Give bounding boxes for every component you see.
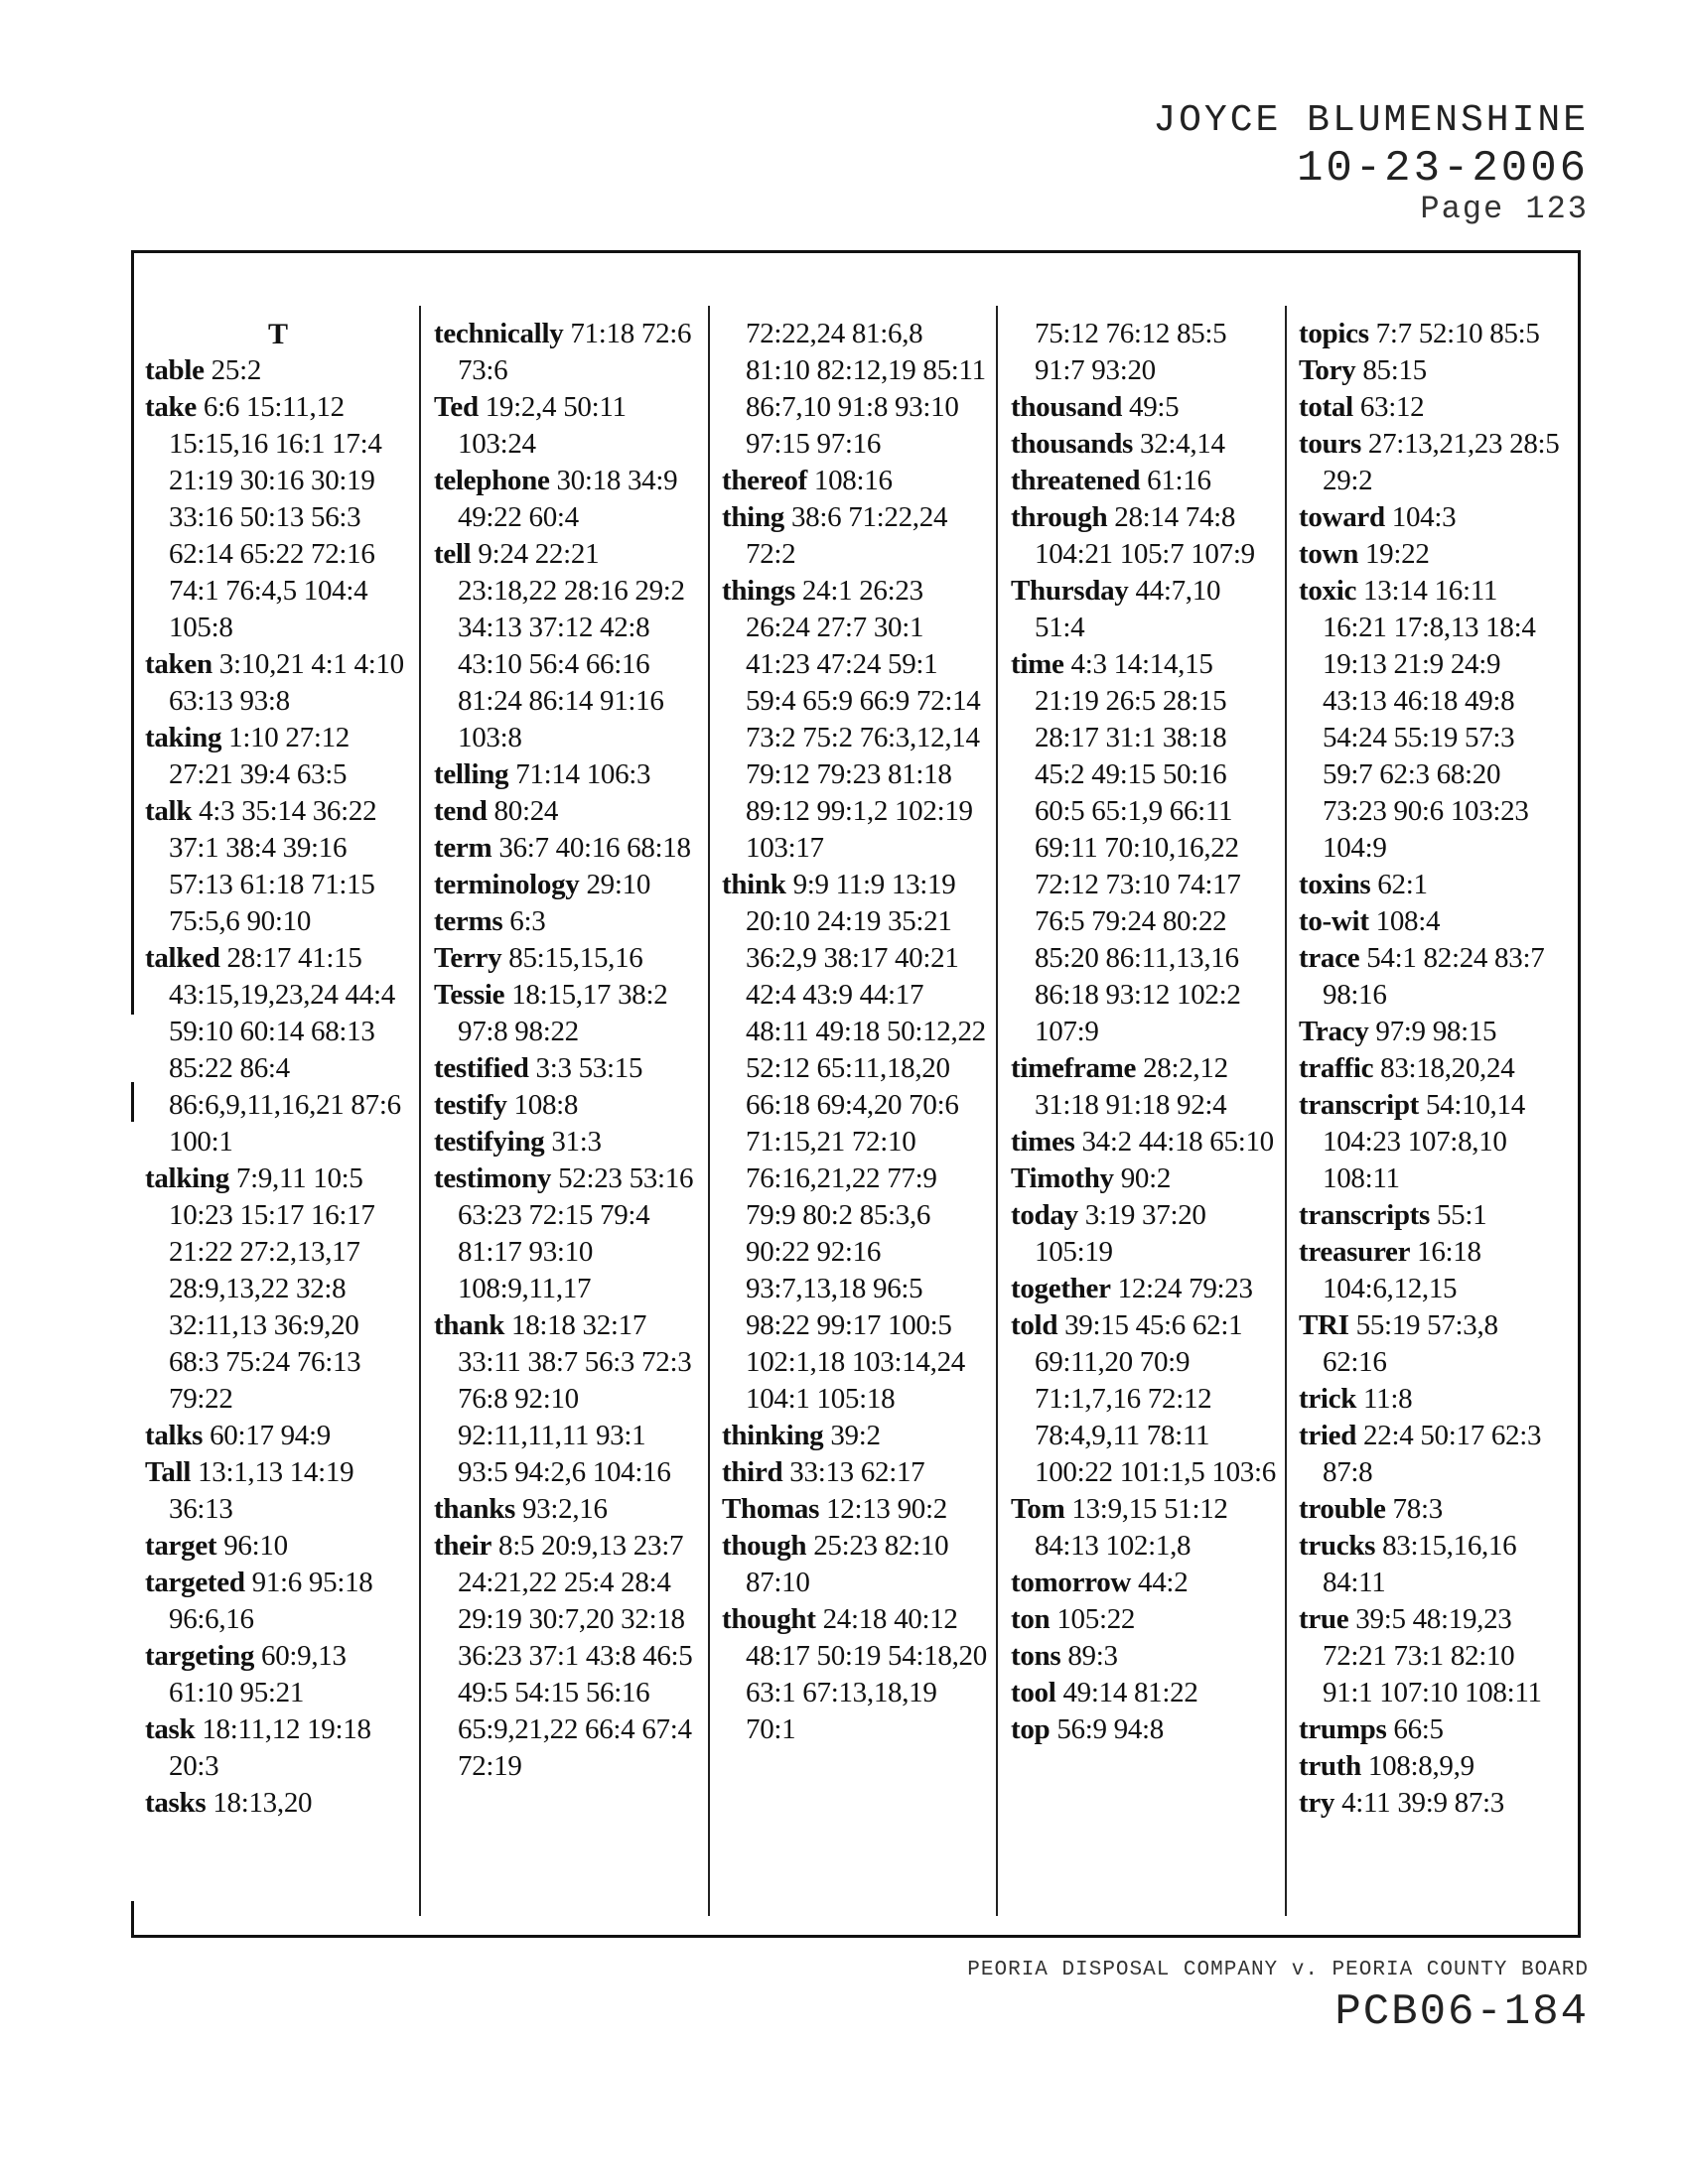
index-term: thought [722, 1603, 816, 1635]
index-term: Ted [434, 391, 479, 423]
index-entry [145, 793, 411, 940]
page-line-refs: 4:3 14:14,15 21:19 26:5 28:15 28:17 31:1 38:18 45:2 49:15 50:16 60:5 65:1,9 66:11 69:11 70:10,16,22 72:12 73:10 74:17 76:5 79:24 80:22 85:20 86:11,13,16 86:18 93:12 102:2 107:9 [1035, 648, 1241, 1047]
index-term: testify [434, 1089, 507, 1121]
index-entry [145, 1565, 411, 1638]
page-line-refs: 36:7 40:16 68:18 [498, 832, 691, 864]
index-entry [434, 316, 700, 389]
index-term: Terry [434, 942, 502, 974]
deposition-date: 10-23-2006 [1296, 144, 1589, 194]
page-line-refs: 18:15,17 38:2 97:8 98:22 [458, 979, 668, 1047]
index-entry [1011, 1675, 1277, 1711]
index-entry [1011, 1197, 1277, 1271]
page-line-refs: 54:10,14 104:23 107:8,10 108:11 [1323, 1089, 1525, 1194]
index-entry [1299, 1050, 1565, 1087]
index-term: thereof [722, 465, 807, 496]
case-caption: PEORIA DISPOSAL COMPANY v. PEORIA COUNTY BOARD [967, 1959, 1589, 1981]
page-line-refs: 39:2 [830, 1420, 881, 1451]
index-entry [434, 1491, 700, 1528]
page-line-refs: 3:19 37:20 105:19 [1035, 1199, 1206, 1268]
index-entry [1011, 1711, 1277, 1748]
index-term: Tracy [1299, 1016, 1369, 1047]
index-entry [1011, 646, 1277, 1050]
index-entry [434, 463, 700, 536]
index-term: trucks [1299, 1530, 1376, 1562]
column-divider [419, 306, 421, 1916]
page-line-refs: 93:2,16 [521, 1493, 608, 1525]
page-line-refs: 60:17 94:9 [210, 1420, 331, 1451]
index-column-3 [722, 316, 988, 1748]
page-line-refs: 75:12 76:12 85:5 91:7 93:20 [1035, 318, 1227, 386]
index-term: treasurer [1299, 1236, 1411, 1268]
page-line-refs: 31:3 [551, 1126, 602, 1158]
index-entry [1299, 316, 1565, 352]
page-line-refs: 16:18 104:6,12,15 [1323, 1236, 1481, 1304]
index-entry [434, 1124, 700, 1160]
page-line-refs: 63:12 [1359, 391, 1425, 423]
index-term: town [1299, 538, 1359, 570]
index-term: transcript [1299, 1089, 1420, 1121]
index-entry [1299, 1601, 1565, 1711]
index-term: talk [145, 795, 193, 827]
index-entry [434, 940, 700, 977]
index-entry [1011, 1491, 1277, 1565]
index-term: Thursday [1011, 575, 1129, 607]
page-line-refs: 71:14 106:3 [515, 758, 651, 790]
index-term: talks [145, 1420, 204, 1451]
index-term: table [145, 354, 205, 386]
index-term: third [722, 1456, 783, 1488]
page-line-refs: 19:2,4 50:11 103:24 [458, 391, 627, 460]
index-entry [1011, 1271, 1277, 1307]
index-entry [1299, 903, 1565, 940]
page-line-refs: 11:8 [1363, 1383, 1413, 1415]
index-term: times [1011, 1126, 1075, 1158]
index-entry [1299, 940, 1565, 1014]
index-term: toxins [1299, 869, 1371, 900]
column-divider [708, 306, 710, 1916]
index-term: true [1299, 1603, 1349, 1635]
page-line-refs: 38:6 71:22,24 72:2 [746, 501, 948, 570]
index-entry [1299, 1491, 1565, 1528]
page-line-refs: 66:5 [1393, 1713, 1444, 1745]
page-line-refs: 27:13,21,23 28:5 29:2 [1323, 428, 1560, 496]
page-line-refs: 85:15 [1362, 354, 1427, 386]
index-term: ton [1011, 1603, 1051, 1635]
page-line-refs: 72:22,24 81:6,8 81:10 82:12,19 85:11 86:7,10 91:8 93:10 97:15 97:16 [746, 318, 986, 460]
page-line-refs: 18:13,20 [212, 1787, 313, 1819]
page-line-refs: 13:14 16:11 16:21 17:8,13 18:4 19:13 21:9 24:9 43:13 46:18 49:8 54:24 55:19 57:3 59:7 62:3 68:20 73:23 90:6 103:23 104:9 [1323, 575, 1536, 864]
page-line-refs: 9:24 22:21 23:18,22 28:16 29:2 34:13 37:12 42:8 43:10 56:4 66:16 81:24 86:14 91:16 103:8 [458, 538, 685, 753]
page-line-refs: 13:9,15 51:12 84:13 102:1,8 [1035, 1493, 1228, 1562]
page-number: Page 123 [1420, 191, 1589, 227]
page-line-refs: 39:15 45:6 62:1 69:11,20 70:9 71:1,7,16 72:12 78:4,9,11 78:11 100:22 101:1,5 103:6 [1035, 1309, 1276, 1488]
index-term: targeted [145, 1567, 245, 1598]
page-line-refs: 108:4 [1375, 905, 1441, 937]
page-line-refs: 3:10,21 4:1 4:10 63:13 93:8 [169, 648, 404, 717]
index-term: though [722, 1530, 807, 1562]
index-term: Timothy [1011, 1162, 1114, 1194]
index-entry [434, 793, 700, 830]
page-line-refs: 19:22 [1364, 538, 1430, 570]
page-line-refs: 62:1 [1377, 869, 1428, 900]
index-term: toxic [1299, 575, 1357, 607]
index-term: thanks [434, 1493, 516, 1525]
page-line-refs: 32:4,14 [1140, 428, 1225, 460]
index-entry [1299, 1014, 1565, 1050]
page-line-refs: 4:3 35:14 36:22 37:1 38:4 39:16 57:13 61:18 71:15 75:5,6 90:10 [169, 795, 377, 937]
index-term: to-wit [1299, 905, 1369, 937]
index-entry [722, 1454, 988, 1491]
index-entry [1299, 352, 1565, 389]
index-term: Thomas [722, 1493, 820, 1525]
index-term: transcripts [1299, 1199, 1431, 1231]
index-term: trace [1299, 942, 1360, 974]
index-term: taken [145, 648, 212, 680]
section-letter: T [267, 318, 288, 350]
column-divider [1285, 306, 1287, 1916]
index-entry [722, 1528, 988, 1601]
index-entry [145, 1711, 411, 1785]
index-term: Tall [145, 1456, 192, 1488]
page-line-refs: 24:1 26:23 26:24 27:7 30:1 41:23 47:24 59:1 59:4 65:9 66:9 72:14 73:2 75:2 76:3,12,14 79:12 79:23 81:18 89:12 99:1,2 102:19 103:17 [746, 575, 981, 864]
index-term: talking [145, 1162, 229, 1194]
page-line-refs: 28:17 41:15 43:15,19,23,24 44:4 59:10 60:14 68:13 85:22 86:4 86:6,9,11,16,21 87:6 100:1 [169, 942, 401, 1158]
index-term: things [722, 575, 795, 607]
page-line-refs: 54:1 82:24 83:7 98:16 [1323, 942, 1545, 1011]
index-term: testified [434, 1052, 529, 1084]
index-entry [434, 536, 700, 756]
index-entry [434, 830, 700, 867]
case-number: PCB06-184 [1334, 1987, 1589, 2037]
index-entry [145, 1160, 411, 1418]
page-line-refs: 96:10 [223, 1530, 288, 1562]
index-entry [1299, 499, 1565, 536]
index-entry [722, 1491, 988, 1528]
index-entry [1011, 426, 1277, 463]
index-term: terms [434, 905, 503, 937]
index-term: thing [722, 501, 784, 533]
page-line-refs: 56:9 94:8 [1056, 1713, 1165, 1745]
page-line-refs: 44:2 [1138, 1567, 1189, 1598]
page-line-refs: 85:15,15,16 [508, 942, 643, 974]
index-column-1 [145, 316, 411, 1822]
index-entry [722, 573, 988, 867]
page-line-refs: 7:7 52:10 85:5 [1375, 318, 1540, 349]
page-line-refs: 78:3 [1392, 1493, 1443, 1525]
index-entry [1299, 1307, 1565, 1381]
index-term: trumps [1299, 1713, 1387, 1745]
index-term: total [1299, 391, 1353, 423]
index-term: Tory [1299, 354, 1356, 386]
index-entry [434, 1087, 700, 1124]
index-term: tomorrow [1011, 1567, 1132, 1598]
page-line-refs: 28:2,12 31:18 91:18 92:4 [1035, 1052, 1228, 1121]
index-term: trick [1299, 1383, 1357, 1415]
index-term: time [1011, 648, 1064, 680]
index-term: today [1011, 1199, 1078, 1231]
index-entry [1011, 1050, 1277, 1124]
page-line-refs: 22:4 50:17 62:3 87:8 [1323, 1420, 1542, 1488]
index-term: topics [1299, 318, 1369, 349]
index-term: TRI [1299, 1309, 1349, 1341]
page-line-refs: 52:23 53:16 63:23 72:15 79:4 81:17 93:10 108:9,11,17 [458, 1162, 694, 1304]
page-line-refs: 49:5 [1129, 391, 1180, 423]
page-line-refs: 83:18,20,24 [1380, 1052, 1515, 1084]
page-line-refs: 90:2 [1120, 1162, 1172, 1194]
page-line-refs: 30:18 34:9 49:22 60:4 [458, 465, 678, 533]
index-term: taking [145, 722, 222, 753]
index-entry [434, 1307, 700, 1491]
page-line-refs: 61:16 [1147, 465, 1211, 496]
index-entry [1299, 536, 1565, 573]
index-term: try [1299, 1787, 1335, 1819]
index-term: tool [1011, 1677, 1056, 1708]
index-entry [145, 1528, 411, 1565]
page-line-refs: 12:13 90:2 [826, 1493, 947, 1525]
index-entry [145, 1418, 411, 1454]
index-entry [145, 646, 411, 720]
index-term: traffic [1299, 1052, 1374, 1084]
page-line-refs: 12:24 79:23 [1117, 1273, 1253, 1304]
page-line-refs: 55:19 57:3,8 62:16 [1323, 1309, 1498, 1378]
index-term: thinking [722, 1420, 824, 1451]
index-entry [722, 499, 988, 573]
index-term: threatened [1011, 465, 1141, 496]
index-entry [1011, 499, 1277, 573]
index-entry [1011, 1160, 1277, 1197]
index-term: target [145, 1530, 217, 1562]
index-column-5 [1299, 316, 1565, 1822]
index-entry [1299, 1197, 1565, 1234]
page-line-refs: 29:10 [586, 869, 651, 900]
index-entry [434, 1050, 700, 1087]
index-term: tend [434, 795, 488, 827]
index-entry [1011, 389, 1277, 426]
index-column-4 [1011, 316, 1277, 1748]
index-entry [434, 756, 700, 793]
index-term: telephone [434, 465, 550, 496]
page-line-refs: 108:8 [513, 1089, 579, 1121]
index-entry [145, 1638, 411, 1711]
index-entry [1011, 573, 1277, 646]
index-entry [434, 903, 700, 940]
index-entry [1011, 463, 1277, 499]
page-line-refs: 25:2 [210, 354, 262, 386]
index-entry [722, 316, 988, 463]
page-line-refs: 24:18 40:12 48:17 50:19 54:18,20 63:1 67:13,18,19 70:1 [746, 1603, 987, 1745]
column-divider [996, 306, 998, 1916]
page-line-refs: 8:5 20:9,13 23:7 24:21,22 25:4 28:4 29:19 30:7,20 32:18 36:23 37:1 43:8 46:5 49:5 54:15 56:16 65:9,21,22 66:4 67:4 72:19 [458, 1530, 693, 1782]
page-line-refs: 108:8,9,9 [1367, 1750, 1474, 1782]
index-term: telling [434, 758, 509, 790]
index-entry [722, 463, 988, 499]
page-line-refs: 97:9 98:15 [1375, 1016, 1497, 1047]
page-line-refs: 83:15,16,16 84:11 [1323, 1530, 1517, 1598]
index-entry [145, 389, 411, 646]
index-entry [1299, 867, 1565, 903]
index-entry [1299, 1785, 1565, 1822]
page-line-refs: 44:7,10 51:4 [1035, 575, 1221, 643]
index-term: toward [1299, 501, 1385, 533]
page-line-refs: 18:18 32:17 33:11 38:7 56:3 72:3 76:8 92:10 92:11,11,11 93:1 93:5 94:2,6 104:16 [458, 1309, 692, 1488]
index-term: tell [434, 538, 472, 570]
index-term: thousands [1011, 428, 1134, 460]
index-term: terminology [434, 869, 580, 900]
index-entry [1299, 1748, 1565, 1785]
index-entry [722, 867, 988, 1418]
index-term: technically [434, 318, 564, 349]
index-term: talked [145, 942, 220, 974]
index-entry [1011, 1124, 1277, 1160]
index-term: tried [1299, 1420, 1357, 1451]
index-term: tons [1011, 1640, 1061, 1672]
index-term: testifying [434, 1126, 545, 1158]
page-line-refs: 3:3 53:15 [535, 1052, 643, 1084]
index-term: thousand [1011, 391, 1123, 423]
index-entry [434, 389, 700, 463]
index-term: term [434, 832, 492, 864]
page-line-refs: 60:9,13 61:10 95:21 [169, 1640, 347, 1708]
index-entry [1011, 1565, 1277, 1601]
page-line-refs: 108:16 [813, 465, 893, 496]
page-line-refs: 33:13 62:17 [789, 1456, 925, 1488]
index-entry [1299, 1087, 1565, 1197]
page-line-refs: 4:11 39:9 87:3 [1341, 1787, 1504, 1819]
index-term: Tom [1011, 1493, 1065, 1525]
page-line-refs: 39:5 48:19,23 72:21 73:1 82:10 91:1 107:10 108:11 [1323, 1603, 1542, 1708]
frame-left-edge [131, 250, 134, 1015]
index-term: tours [1299, 428, 1361, 460]
index-entry [1011, 1601, 1277, 1638]
index-term: together [1011, 1273, 1111, 1304]
index-entry [145, 352, 411, 389]
index-entry [434, 977, 700, 1050]
page-line-refs: 91:6 95:18 96:6,16 [169, 1567, 373, 1635]
index-entry [145, 1454, 411, 1528]
index-entry [1299, 1381, 1565, 1418]
page-line-refs: 6:6 15:11,12 15:15,16 16:1 17:4 21:19 30:16 30:19 33:16 50:13 56:3 62:14 65:22 72:16 74:1 76:4,5 104:4 105:8 [169, 391, 382, 643]
witness-name: JOYCE BLUMENSHINE [1153, 99, 1589, 142]
index-term: take [145, 391, 197, 423]
page-line-refs: 13:1,13 14:19 36:13 [169, 1456, 354, 1525]
page-line-refs: 1:10 27:12 27:21 39:4 63:5 [169, 722, 350, 790]
page-line-refs: 6:3 [509, 905, 546, 937]
index-term: trouble [1299, 1493, 1386, 1525]
frame-left-edge [131, 1901, 134, 1938]
index-term: targeting [145, 1640, 255, 1672]
page-line-refs: 80:24 [493, 795, 559, 827]
frame-left-edge [131, 1082, 134, 1122]
index-entry [145, 720, 411, 793]
index-term: think [722, 869, 786, 900]
index-term: top [1011, 1713, 1051, 1745]
index-entry [1299, 1234, 1565, 1307]
index-column-2 [434, 316, 700, 1785]
index-entry [1299, 1418, 1565, 1491]
index-entry [1299, 1711, 1565, 1748]
index-term: their [434, 1530, 492, 1562]
index-term: told [1011, 1309, 1058, 1341]
index-term: timeframe [1011, 1052, 1137, 1084]
index-entry [145, 1785, 411, 1822]
index-term: truth [1299, 1750, 1361, 1782]
page-line-refs: 34:2 44:18 65:10 [1081, 1126, 1274, 1158]
page-line-refs: 49:14 81:22 [1062, 1677, 1198, 1708]
index-term: tasks [145, 1787, 207, 1819]
page-line-refs: 25:23 82:10 87:10 [746, 1530, 949, 1598]
index-entry [1299, 426, 1565, 499]
page-line-refs: 55:1 [1436, 1199, 1487, 1231]
index-entry [1011, 316, 1277, 389]
page-line-refs: 18:11,12 19:18 20:3 [169, 1713, 371, 1782]
index-entry [434, 867, 700, 903]
index-entry [1299, 389, 1565, 426]
page-line-refs: 104:3 [1391, 501, 1457, 533]
page-line-refs: 9:9 11:9 13:19 20:10 24:19 35:21 36:2,9 38:17 40:21 42:4 43:9 44:17 48:11 49:18 50:12,22 52:12 65:11,18,20 66:18 69:4,20 70:6 71:15,21 72:10 76:16,21,22 77:9 79:9 80:2 85:3,6 90:22 92:16 93:7,13,18 96:5 98:22 99:17 100:5 102:1,18 103:14,24 104:1 105:18 [746, 869, 986, 1415]
page-line-refs: 105:22 [1056, 1603, 1136, 1635]
index-entry [1011, 1307, 1277, 1491]
index-term: testimony [434, 1162, 552, 1194]
index-term: task [145, 1713, 196, 1745]
index-entry [145, 940, 411, 1160]
index-entry [1011, 1638, 1277, 1675]
page-line-refs: 28:14 74:8 104:21 105:7 107:9 [1035, 501, 1255, 570]
index-entry [722, 1418, 988, 1454]
index-term: thank [434, 1309, 505, 1341]
index-entry [1299, 573, 1565, 867]
page-line-refs: 7:9,11 10:5 10:23 15:17 16:17 21:22 27:2,13,17 28:9,13,22 32:8 32:11,13 36:9,20 68:3 75:24 76:13 79:22 [169, 1162, 375, 1415]
index-term: through [1011, 501, 1108, 533]
page-line-refs: 71:18 72:6 73:6 [458, 318, 692, 386]
index-entry [434, 1528, 700, 1785]
page-line-refs: 89:3 [1067, 1640, 1118, 1672]
index-entry [434, 1160, 700, 1307]
index-term: Tessie [434, 979, 505, 1011]
index-entry [1299, 1528, 1565, 1601]
index-entry [722, 1601, 988, 1748]
